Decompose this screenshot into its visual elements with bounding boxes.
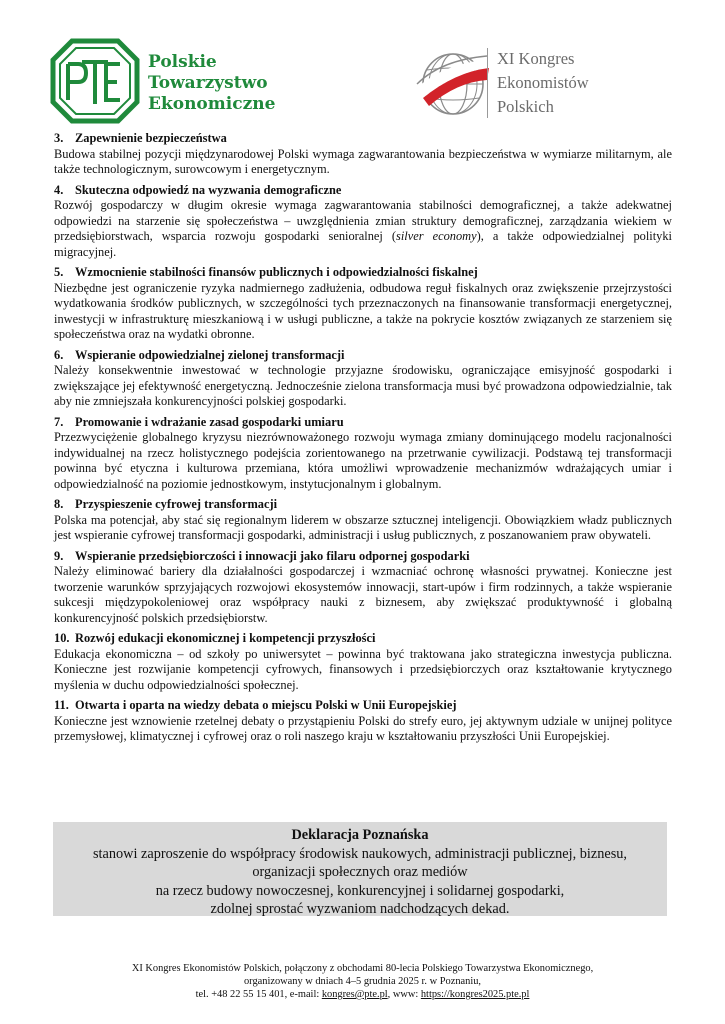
section-title-text: Przyspieszenie cyfrowej transformacji [75, 497, 278, 511]
section-body: Przezwyciężenie globalnego kryzysu niezrównoważonego rozwoju wymaga zmiany dominującego modelu racjonalności indywidualnej na rzecz holistycznego podejścia zorientowanego na przetrwanie cywilizacji. Podstawą tej transformacji powinna być etyczna i kulturowa przemiana, która umożliwi wprowadzenie mechanizmów wdrażających umiar i odpowiedzialność na poziomie jednostkowym, instytucjonalnym i globalnym. [54, 430, 672, 491]
kongres-name-line-2: Ekonomistów [497, 73, 589, 92]
footer-contact-line [0, 988, 725, 1001]
section-9 [54, 549, 672, 627]
section-title-text: Skuteczna odpowiedź na wyzwania demograficzne [75, 182, 342, 197]
section-11 [54, 698, 672, 745]
footer-phone-text: tel. +48 22 55 15 401, e-mail: [195, 989, 322, 1000]
document-body [54, 131, 672, 750]
section-title-text: Wspieranie odpowiedzialnej zielonej transformacji [75, 347, 345, 362]
footer-line-1: XI Kongres Ekonomistów Polskich, połączony z obchodami 80-lecia Polskiego Towarzystwa Ekonomicznego, [131, 963, 594, 974]
page-header [0, 0, 725, 130]
body-text: Rozwój gospodarczy w długim okresie wymaga zagwarantowania stabilności demograficznej, a także adekwatnej odpowiedzi na starzenie się społeczeństwa – uwzględnienia zmian struktury demograficznej, zarządzania wiekiem w przedsiębiorstwach, wsparcia rozwoju gospodarki senioralnej ( [54, 198, 672, 243]
declaration-line: zdolnej sprostać wyzwaniom nadchodzących dekad. [210, 901, 510, 917]
section-4 [54, 183, 672, 261]
section-8 [54, 497, 672, 544]
footer-website-link[interactable]: https://kongres2025.pte.pl [420, 989, 530, 1000]
section-title [54, 549, 672, 565]
footer-www-label: , www: [387, 989, 421, 1000]
pte-logo-icon [50, 38, 140, 124]
section-body: Budowa stabilnej pozycji międzynarodowej Polski wymaga zagwarantowania bezpieczeństwa w wymiarze militarnym, ale także technologicznym, surowcowym i energetycznym. [54, 146, 672, 176]
section-6 [54, 348, 672, 410]
section-number: 6. [54, 347, 64, 362]
section-body: Edukacja ekonomiczna – od szkoły po uniwersytet – powinna być traktowana jako strategiczna inwestycja publiczna. Konieczne jest rozwijanie kompetencji cyfrowych, finansowych i przedsiębiorczych oraz kształtowanie krytycznego myślenia w duchu odpowiedzialności społecznej. [54, 646, 672, 692]
section-5 [54, 265, 672, 343]
declaration-line: stanowi zaproszenie do współpracy środowisk naukowych, administracji publicznej, biznesu, [92, 845, 627, 862]
section-title [54, 265, 672, 281]
section-number: 10. [54, 631, 70, 645]
section-number: 8. [54, 497, 64, 511]
section-title-text: Otwarta i oparta na wiedzy debata o miejscu Polski w Unii Europejskiej [75, 698, 457, 712]
page-footer [0, 962, 725, 1001]
kongres-name-line-1: XI Kongres [497, 49, 575, 68]
section-title-text: Wzmocnienie stabilności finansów publicznych i odpowiedzialności fiskalnej [75, 265, 478, 279]
section-title [54, 698, 672, 714]
declaration-title: Deklaracja Poznańska [291, 827, 429, 843]
pte-name-line-1: Polskie [148, 52, 217, 72]
section-10 [54, 631, 672, 693]
section-title-text: Rozwój edukacji ekonomicznej i kompetencji przyszłości [75, 631, 376, 645]
section-title [54, 631, 672, 647]
declaration-line: na rzecz budowy nowoczesnej, konkurencyjnej i solidarnej gospodarki, [155, 882, 565, 899]
footer-email-link[interactable]: kongres@pte.pl [321, 989, 388, 1000]
section-number: 9. [54, 548, 64, 563]
section-body: Konieczne jest wznowienie rzetelnej debaty o przystąpieniu Polski do strefy euro, jej aktywnym udziale w unijnej polityce przemysłowej, klimatycznej i cyfrowej oraz o roli naszego kraju w kształtowaniu przyszłości Unii Europejskiej. [54, 713, 672, 743]
section-7 [54, 415, 672, 493]
section-number: 5. [54, 265, 64, 279]
pte-organization-name [148, 52, 275, 115]
declaration-box [53, 822, 667, 916]
section-title-text: Wspieranie przedsiębiorczości i innowacji jako filaru odpornej gospodarki [75, 548, 470, 563]
section-body: Należy eliminować bariery dla działalności gospodarczej i wzmacniać ochronę własności prywatnej. Konieczne jest tworzenie warunków sprzyjających rozwojowi ekosystemów innowacji, start-upów i firm rodzinnych, a także wspieranie sukcesji międzypokoleniowej oraz współpracy nauki z biznesem, aby zwiększać produktywność i globalną konkurencyjność polskich przedsiębiorstw. [54, 564, 672, 625]
footer-line-2: organizowany w dniach 4–5 grudnia 2025 r. w Poznaniu, [243, 976, 481, 987]
section-3 [54, 131, 672, 178]
pte-name-line-2: Towarzystwo [148, 73, 268, 93]
section-body: Polska ma potencjał, aby stać się regionalnym liderem w obszarze sztucznej inteligencji. Obowiązkiem władz publicznych jest wspieranie cyfrowej transformacji gospodarki, administracji i usług publicznych, z poszanowaniem praw obywateli. [54, 512, 672, 542]
pte-name-line-3: Ekonomiczne [148, 94, 276, 114]
section-title [54, 497, 672, 513]
section-title-text: Zapewnienie bezpieczeństwa [75, 131, 227, 145]
section-title-text: Promowanie i wdrażanie zasad gospodarki umiaru [75, 414, 344, 429]
declaration-line: organizacji społecznych oraz mediów [252, 864, 468, 880]
section-body [54, 198, 672, 260]
section-title [54, 131, 672, 147]
header-divider [487, 48, 488, 118]
section-title [54, 415, 672, 431]
section-title [54, 183, 672, 199]
section-number: 7. [54, 414, 64, 429]
section-body: Niezbędne jest ograniczenie ryzyka nadmiernego zadłużenia, odbudowa reguł fiskalnych oraz zwiększenie przejrzystości wydatkowania środków publicznych, w szczególności tych przeznaczonych na finansowanie transformacji energetycznej, inwestycji w infrastrukturę mieszkaniową i w usługi publiczne, a także na pokrycie kosztów związanych ze starzeniem się społeczeństwa oraz na wydatki obronne. [54, 280, 672, 341]
kongres-name [497, 47, 589, 119]
body-text: ), a także odpowiedzialnej polityki migracyjnej. [54, 229, 672, 259]
section-title [54, 348, 672, 364]
kongres-name-line-3: Polskich [497, 97, 554, 116]
italic-term: silver economy [396, 229, 477, 243]
section-number: 11. [54, 698, 69, 712]
kongres-globe-logo-icon [415, 46, 493, 120]
section-body: Należy konsekwentnie inwestować w technologie przyjazne środowisku, ograniczające emisyjność gospodarki i zwiększające jej efektywność energetyczną. Jednocześnie zielona transformacja musi być prowadzona odpowiedzialnie, tak aby nie zmniejszała konkurencyjności polskiej gospodarki. [54, 363, 672, 408]
section-number: 4. [54, 182, 64, 197]
section-number: 3. [54, 131, 64, 145]
